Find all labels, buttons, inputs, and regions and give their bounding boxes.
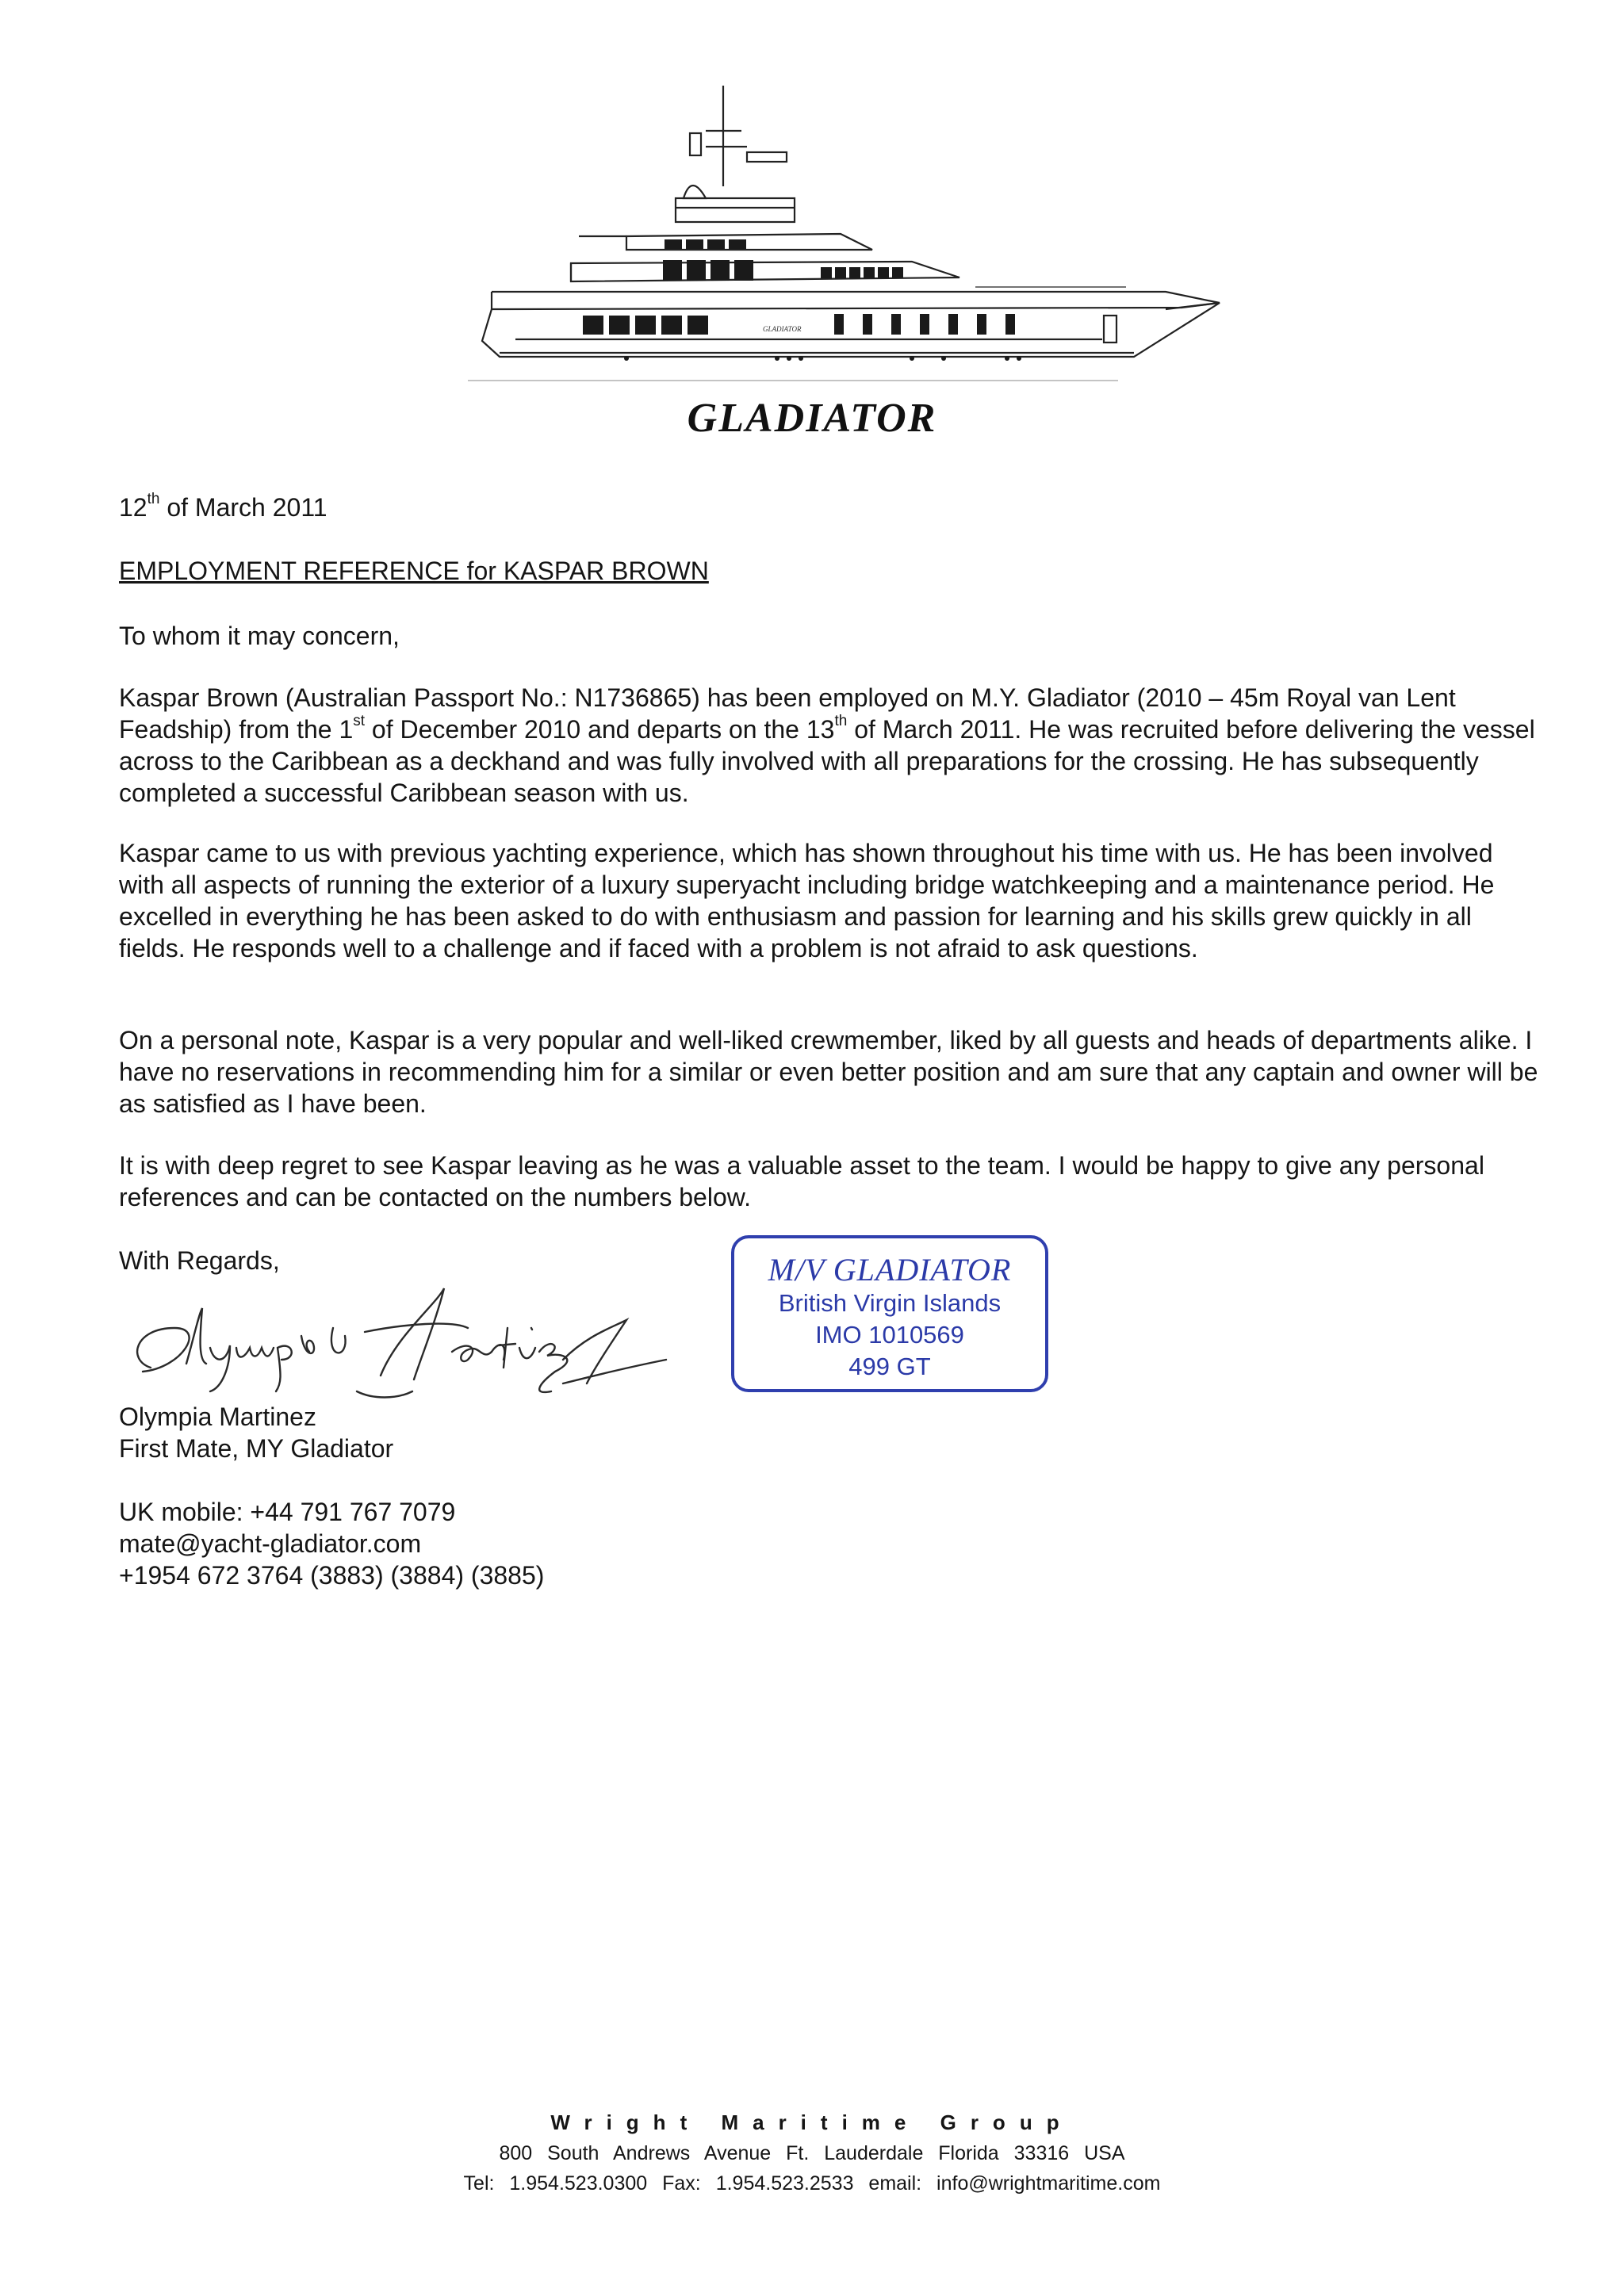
handwritten-signature (119, 1272, 690, 1415)
yacht-illustration (468, 79, 1221, 388)
footer-phones: Tel: 1.954.523.0300 Fax: 1.954.523.2533 email: info@wrightmaritime.com (463, 2172, 1161, 2195)
stamp-vessel-name: M/V GLADIATOR (768, 1252, 1012, 1288)
contact-block (119, 1496, 544, 1591)
stamp-registry: British Virgin Islands (778, 1289, 1002, 1317)
paragraph-4: It is with deep regret to see Kaspar leaving as he was a valuable asset to the team. I would be happy to give any personal references and can be contacted on the numbers below. (119, 1151, 1484, 1211)
letterhead-logo: GLADIATOR (687, 396, 937, 441)
letter-salutation: To whom it may concern, (119, 622, 400, 650)
signer-block (119, 1401, 393, 1464)
signer-title: First Mate, MY Gladiator (119, 1434, 394, 1463)
letter-closing: With Regards, (119, 1246, 280, 1275)
contact-mobile: UK mobile: +44 791 767 7079 (119, 1498, 456, 1526)
paragraph-3: On a personal note, Kaspar is a very popular and well-liked crewmember, liked by all guests and heads of departments alike. I have no reservations in recommending him for a similar or even better position and am sure that any captain and owner will be as satisfied as I have been. (119, 1026, 1538, 1118)
paragraph-1-part-a: Kaspar Brown (Australian Passport No.: N1736865) has been employed on M.Y. Gladiator (2010 – 45m Royal van Lent Feadship) from the 1 (119, 683, 1456, 744)
date-rest: of March 2011 (159, 493, 327, 522)
date-suffix: th (147, 491, 160, 508)
paragraph-2: Kaspar came to us with previous yachting experience, which has shown throughout his time with us. He has been involved with all aspects of running the exterior of a luxury superyacht including bridge watchkeeping and a maintenance period. He excelled in everything he has been asked to do with enthusiasm and passion for learning and his skills grew quickly in all fields. He responds well to a challenge and if faced with a problem is not afraid to ask questions. (119, 839, 1495, 962)
letter-subject: EMPLOYMENT REFERENCE for KASPAR BROWN (119, 557, 709, 585)
paragraph-1-sup-1: st (353, 713, 366, 730)
paragraph-1-part-c: of March 2011. He was recruited before delivering the vessel across to the Caribbean as a deckhand and was fully involved with all preparations for the crossing. He has subsequently completed a successful Caribbean season with us. (119, 715, 1535, 807)
letter-date (119, 492, 327, 523)
hull-lettering: GLADIATOR (763, 325, 802, 333)
signer-name: Olympia Martinez (119, 1402, 316, 1431)
vessel-stamp (731, 1235, 1048, 1392)
footer-company: Wright Maritime Group (550, 2110, 1074, 2134)
paragraph-1-sup-2: th (834, 713, 848, 730)
contact-email: mate@yacht-gladiator.com (119, 1529, 422, 1558)
contact-phones: +1954 672 3764 (3883) (3884) (3885) (119, 1561, 545, 1590)
footer-address: 800 South Andrews Avenue Ft. Lauderdale Florida 33316 USA (499, 2142, 1125, 2164)
stamp-imo: IMO 1010569 (815, 1321, 964, 1349)
stamp-tonnage: 499 GT (848, 1353, 931, 1380)
paragraph-1-part-b: of December 2010 and departs on the 13 (365, 715, 835, 744)
paragraph-1 (119, 682, 1538, 809)
date-day: 12 (119, 493, 147, 522)
